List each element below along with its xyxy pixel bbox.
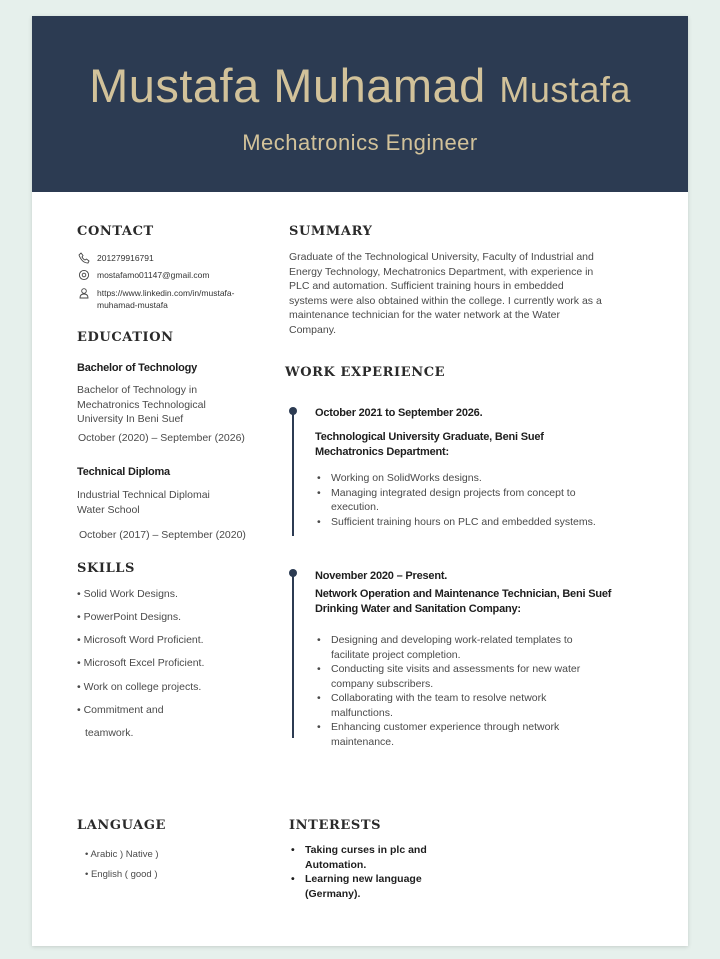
interests-list	[289, 843, 489, 901]
degree1-dates: October (2020) – September (2026)	[78, 432, 245, 444]
job2-dates: November 2020 – Present.	[315, 570, 448, 582]
summary-line: Company.	[289, 323, 337, 336]
job2-bullet: • Collaborating with the team to resolve network	[315, 691, 655, 706]
interest-item: Automation.	[305, 858, 367, 871]
interests-heading: INTERESTS	[289, 818, 382, 833]
language-heading: LANGUAGE	[77, 818, 167, 833]
job2-bullet: • Conducting site visits and assessments for new water	[315, 662, 655, 677]
degree2-desc-line: Water School	[77, 503, 140, 516]
phone-number[interactable]: 201279916791	[97, 253, 154, 263]
skill-item: • Commitment and	[77, 704, 164, 716]
job1-dates: October 2021 to September 2026.	[315, 407, 483, 419]
job1-bullets	[315, 471, 655, 529]
resume-page	[32, 16, 688, 946]
email-icon	[77, 269, 91, 281]
summary-line: Graduate of the Technological University, Faculty of Industrial and	[289, 251, 594, 263]
linkedin-icon	[77, 287, 91, 299]
summary-line: systems were also obtained within the college. I currently work as a	[289, 294, 602, 307]
summary-heading: SUMMARY	[289, 224, 373, 239]
job2-role	[315, 587, 611, 616]
timeline-line	[292, 411, 294, 536]
summary-line: Energy Technology, Mechatronics Department, with experience in	[289, 265, 594, 278]
job2-role-line: Drinking Water and Sanitation Company:	[315, 602, 521, 615]
job2-bullet: • Designing and developing work-related templates to	[315, 633, 655, 648]
degree2-description	[77, 488, 210, 517]
skill-item: • Microsoft Word Proficient.	[77, 634, 204, 646]
job1-bullet: • Sufficient training hours on PLC and embedded systems.	[315, 515, 655, 530]
degree1-title: Bachelor of Technology	[77, 362, 198, 374]
degree1-desc-line: University In Beni Suef	[77, 413, 184, 425]
name-first: Mustafa Muhamad	[89, 59, 486, 112]
language-item: • Arabic ) Native )	[85, 849, 159, 860]
job2-role-line: Network Operation and Maintenance Technician, Beni Suef	[315, 588, 612, 600]
skill-item: • Solid Work Designs.	[77, 588, 178, 600]
summary-line: PLC and automation. Sufficient training hours in embedded	[289, 280, 564, 292]
degree2-desc-line: Industrial Technical Diplomai	[77, 489, 210, 501]
interest-item: • Taking curses in plc and	[289, 843, 489, 858]
summary-line: maintenance technician for the water network at the Water	[289, 309, 561, 321]
skill-item: • Work on college projects.	[77, 681, 202, 693]
skills-heading: SKILLS	[77, 561, 136, 576]
contact-heading: CONTACT	[77, 224, 154, 239]
degree1-description	[77, 383, 206, 427]
education-heading: EDUCATION	[77, 330, 174, 345]
degree1-desc-line: Bachelor of Technology in	[77, 384, 198, 396]
job1-bullet: • Working on SolidWorks designs.	[315, 471, 655, 486]
skill-item: • Microsoft Excel Proficient.	[77, 657, 205, 669]
job2-bullet: maintenance.	[331, 735, 395, 748]
work-heading: WORK EXPERIENCE	[285, 365, 446, 380]
job1-bullet: execution.	[331, 501, 379, 513]
contact-email	[77, 269, 209, 281]
job2-bullet: • Enhancing customer experience through network	[315, 720, 655, 735]
contact-phone	[77, 252, 154, 264]
degree2-dates: October (2017) – September (2020)	[79, 529, 246, 541]
name-last: Mustafa	[499, 69, 631, 110]
job2-bullet: facilitate project completion.	[331, 648, 461, 661]
job1-role	[315, 430, 544, 459]
summary-text	[289, 250, 659, 337]
skill-item: • PowerPoint Designs.	[77, 611, 182, 623]
skill-item: teamwork.	[85, 727, 134, 739]
degree1-desc-line: Mechatronics Technological	[77, 398, 206, 411]
interest-item: (Germany).	[305, 887, 361, 900]
contact-linkedin	[77, 287, 234, 311]
linkedin-url-line2[interactable]: muhamad-mustafa	[97, 300, 168, 310]
interest-item: • Learning new language	[289, 872, 489, 887]
degree2-title: Technical Diploma	[77, 466, 170, 478]
resume-header	[32, 16, 688, 192]
linkedin-url-line1[interactable]: https://www.linkedin.com/in/mustafa-	[97, 288, 235, 298]
job1-role-line: Technological University Graduate, Beni Suef	[315, 431, 544, 443]
job1-role-line: Mechatronics Department:	[315, 445, 449, 458]
job2-bullet: company subscribers.	[331, 677, 434, 690]
phone-icon	[77, 252, 91, 264]
timeline-line	[292, 573, 294, 738]
job1-bullet: • Managing integrated design projects from concept to	[315, 486, 655, 501]
job2-bullet: malfunctions.	[331, 706, 393, 719]
job2-bullets	[315, 633, 655, 749]
candidate-name	[32, 58, 688, 113]
language-item: • English ( good )	[85, 869, 158, 880]
job-title: Mechatronics Engineer	[242, 130, 478, 155]
email-address[interactable]: mostafamo01147@gmail.com	[97, 270, 210, 280]
